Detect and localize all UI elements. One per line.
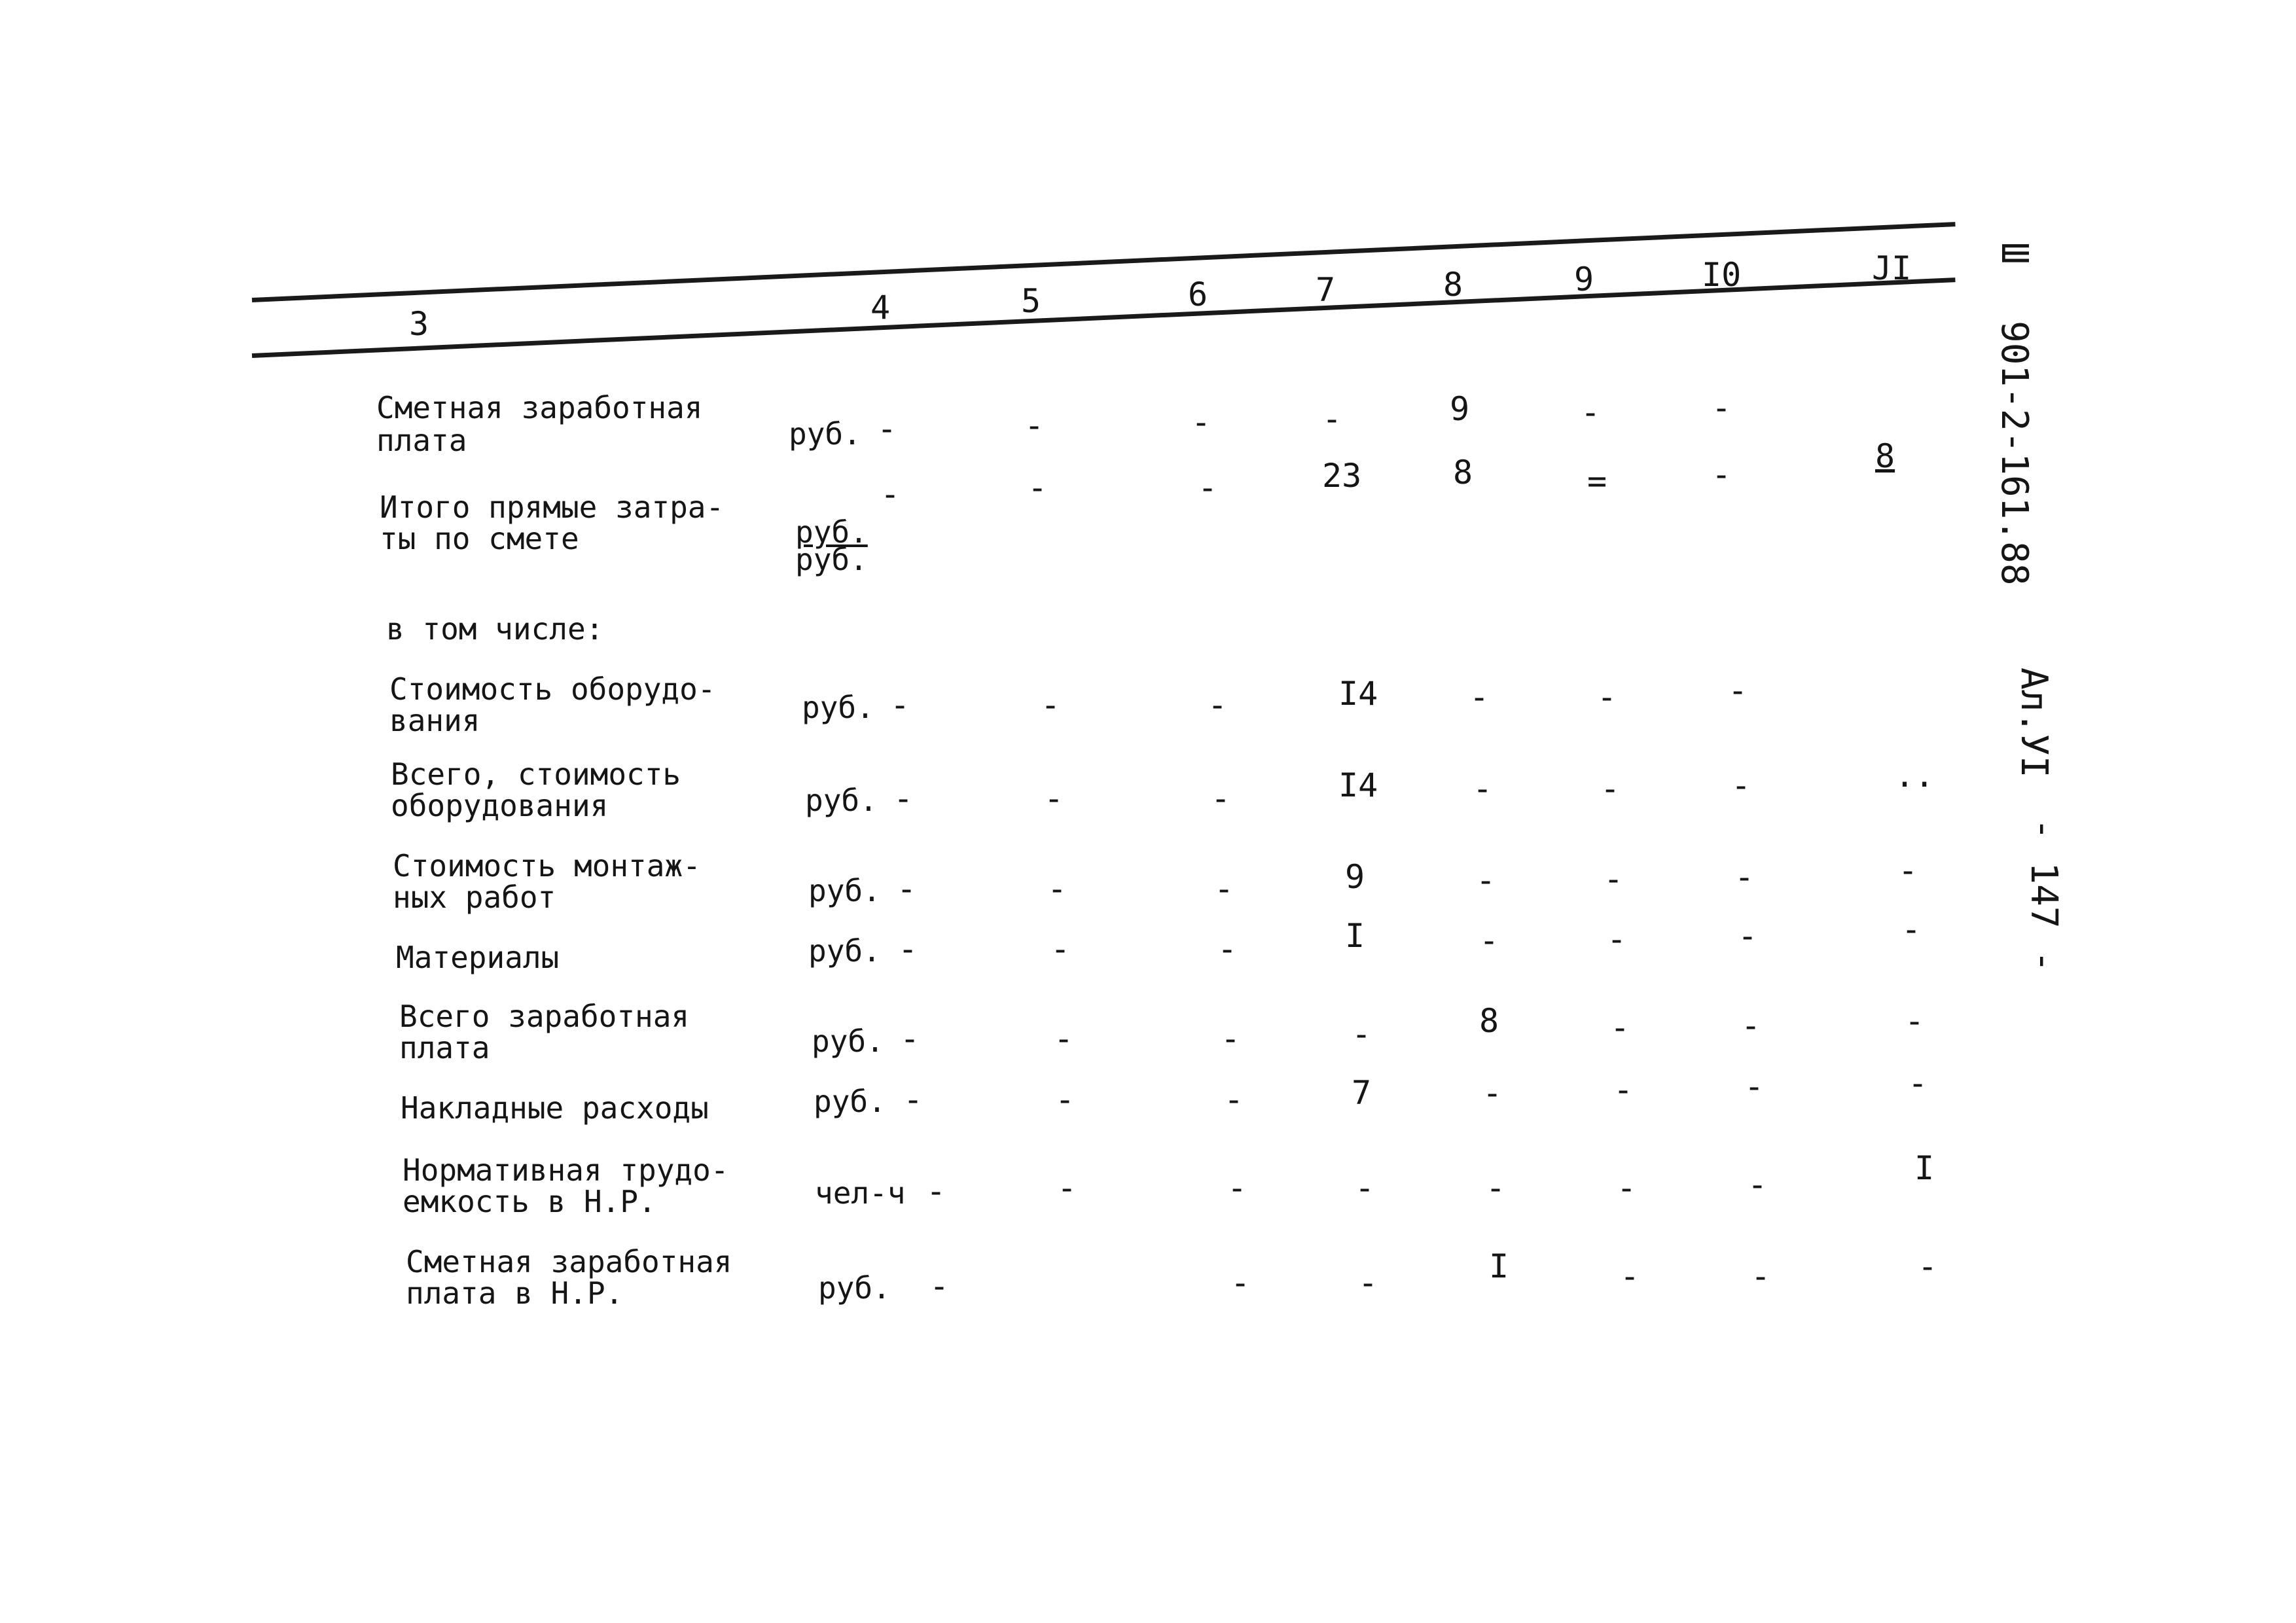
cell-col8: - xyxy=(1473,770,1493,808)
cell-col7: - xyxy=(1358,1264,1378,1302)
row-label-line1: Всего, стоимость xyxy=(391,757,681,792)
cell-col10: - xyxy=(1751,1257,1771,1295)
col-header-7: 7 xyxy=(1316,271,1336,309)
cell-col10: - xyxy=(1712,455,1732,493)
row-label-line2: плата в Н.Р. xyxy=(406,1275,624,1311)
row-unit-denominator: руб. xyxy=(795,542,868,577)
cell-col4: - xyxy=(880,475,901,513)
cell-col6: - xyxy=(1227,1169,1247,1207)
row-label-line1: Материалы xyxy=(396,940,560,975)
cell-col5: - xyxy=(1044,779,1064,817)
cell-col10: - xyxy=(1748,1166,1768,1204)
cell-col9: - xyxy=(1620,1257,1640,1295)
col-header-11: JI xyxy=(1872,249,1912,287)
col-header-5: 5 xyxy=(1021,282,1041,320)
cell-col5: - xyxy=(1047,870,1067,908)
cell-col5: - xyxy=(1041,686,1061,724)
cell-col8: - xyxy=(1486,1169,1506,1207)
cell-col9: - xyxy=(1613,1071,1634,1109)
cell-col10: - xyxy=(1712,389,1732,427)
cell-col8: - xyxy=(1469,678,1490,716)
cell-col9: - xyxy=(1607,920,1627,958)
cell-col6: - xyxy=(1198,469,1218,507)
col-header-6: 6 xyxy=(1188,276,1208,313)
cell-col8: - xyxy=(1482,1074,1503,1112)
col-header-3: 3 xyxy=(409,305,429,343)
cell-col8: 8 xyxy=(1453,454,1473,491)
cell-col6: - xyxy=(1214,870,1234,908)
row-label-line2: вания xyxy=(389,703,480,738)
cell-col6: - xyxy=(1208,686,1228,724)
cell-col8: - xyxy=(1476,861,1496,899)
row-unit: руб. xyxy=(789,416,861,452)
row-label-line1: Стоимость оборудо- xyxy=(389,671,716,707)
cell-col11: .. xyxy=(1895,757,1935,794)
row-unit: руб. xyxy=(808,873,881,908)
row-unit: руб. xyxy=(802,690,874,725)
cell-col8: 8 xyxy=(1479,1002,1499,1040)
col-header-9: 9 xyxy=(1574,260,1594,298)
cell-col7: 23 xyxy=(1322,457,1362,495)
cell-col10: - xyxy=(1734,858,1755,896)
row-label-line1: Сметная заработная xyxy=(406,1244,732,1279)
cell-col9: - xyxy=(1610,1008,1630,1046)
cell-col5: - xyxy=(1055,1080,1075,1118)
row-unit: руб. xyxy=(795,514,868,550)
row-label-line2: плата xyxy=(376,423,467,458)
row-label-line1: Итого прямые затра- xyxy=(380,490,725,525)
row-label-line1: Стоимость монтаж- xyxy=(393,848,701,883)
side-album: Ал.УI xyxy=(2013,668,2055,778)
row-label-line1: Всего заработная xyxy=(399,999,690,1034)
cell-col11: - xyxy=(1905,1002,1925,1040)
cell-col9: - xyxy=(1600,770,1621,808)
cell-col4: - xyxy=(890,686,910,724)
cell-col4: - xyxy=(897,870,917,908)
row-label-line2: ты по смете xyxy=(380,521,579,556)
row-unit: руб. xyxy=(805,783,878,818)
cell-col6: - xyxy=(1224,1080,1244,1118)
cell-col11: - xyxy=(1901,910,1922,948)
cell-col6: - xyxy=(1221,1020,1241,1058)
row-unit: чел-ч xyxy=(815,1175,906,1211)
row-label-line1: Нормативная трудо- xyxy=(403,1152,729,1188)
cell-col10: - xyxy=(1744,1067,1765,1105)
cell-col5: - xyxy=(1050,930,1071,968)
cell-col7: 7 xyxy=(1352,1074,1372,1112)
cell-col9: - xyxy=(1597,678,1617,716)
row-label-line1: Накладные расходы xyxy=(401,1090,709,1126)
side-top-code: Ш xyxy=(1993,242,2036,264)
cell-col9: - xyxy=(1604,860,1624,898)
cell-col4: - xyxy=(893,779,914,817)
cell-col7: - xyxy=(1322,400,1342,438)
col-header-8: 8 xyxy=(1443,266,1463,304)
cell-col8: - xyxy=(1479,921,1499,959)
cell-col11: I xyxy=(1914,1149,1935,1187)
cell-col8: I xyxy=(1489,1247,1509,1285)
cell-col4: - xyxy=(898,930,918,968)
cell-col9: - xyxy=(1581,393,1601,431)
cell-col11: - xyxy=(1918,1247,1938,1285)
section-label: в том числе: xyxy=(386,611,604,647)
cell-col6: - xyxy=(1230,1264,1251,1302)
col-header-10: I0 xyxy=(1702,256,1742,294)
row-label-line2: плата xyxy=(399,1030,490,1065)
cell-col9: - xyxy=(1617,1169,1637,1207)
cell-col5: - xyxy=(1054,1020,1074,1058)
cell-col10: - xyxy=(1728,671,1748,709)
cell-col4: - xyxy=(900,1020,920,1058)
row-unit: руб. xyxy=(812,1024,884,1059)
cell-col6: - xyxy=(1191,403,1211,441)
cell-col10: - xyxy=(1731,766,1751,804)
col-header-4: 4 xyxy=(870,289,891,327)
cell-col7: I4 xyxy=(1338,675,1378,713)
cell-col7: I4 xyxy=(1338,766,1378,804)
cell-col5: - xyxy=(1057,1169,1077,1207)
cell-col7: I xyxy=(1345,917,1365,955)
cell-col4: - xyxy=(926,1172,946,1210)
row-label-line1: Сметная заработная xyxy=(376,390,703,425)
row-label-line2: оборудования xyxy=(391,788,609,823)
cell-col6: - xyxy=(1211,779,1231,817)
row-unit: руб. xyxy=(814,1084,886,1119)
cell-col6: - xyxy=(1217,930,1238,968)
cell-col4: - xyxy=(877,410,897,448)
cell-col5: - xyxy=(1028,469,1048,507)
cell-col4: - xyxy=(929,1267,950,1305)
cell-col11: - xyxy=(1898,851,1918,889)
row-label-line2: емкость в Н.Р. xyxy=(403,1184,656,1219)
cell-col10: - xyxy=(1741,1007,1761,1044)
row-unit: руб. xyxy=(808,933,881,969)
cell-col9: = xyxy=(1587,462,1607,500)
cell-col8: 9 xyxy=(1450,390,1470,428)
side-page-number: - 147 - xyxy=(2022,818,2065,973)
cell-col7: - xyxy=(1355,1169,1375,1207)
row-unit: руб. xyxy=(818,1270,891,1306)
cell-col7: 9 xyxy=(1345,858,1365,896)
cell-col7: - xyxy=(1352,1015,1372,1053)
cell-col10: - xyxy=(1738,917,1758,955)
side-series-code: 901-2-161.88 xyxy=(1993,321,2036,586)
cell-col11: 8 xyxy=(1875,437,1895,475)
cell-col4: - xyxy=(903,1080,924,1118)
cell-col11: - xyxy=(1908,1064,1928,1102)
row-label-line2: ных работ xyxy=(393,880,556,915)
cell-col5: - xyxy=(1024,406,1045,444)
